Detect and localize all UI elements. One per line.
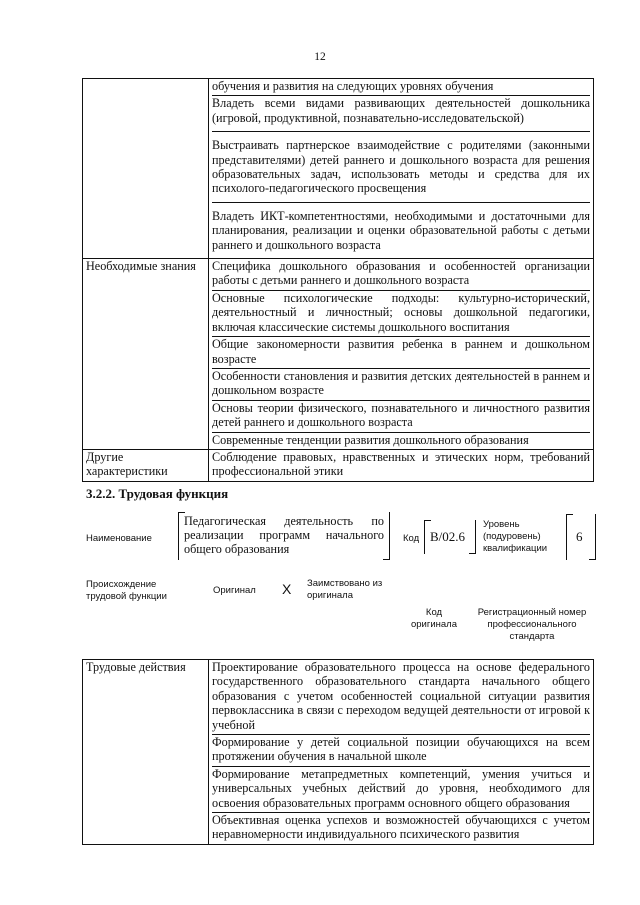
origin-original: Оригинал (213, 585, 256, 596)
list-item: Общие закономерности развития ребенка в раннем и дошкольном возрасте (212, 337, 590, 369)
list-item: Владеть всеми видами развивающих деятельностей дошкольника (игровой, продуктивной, познавательно-исследовательской) (212, 96, 590, 132)
list-item: Проектирование образовательного процесса на основе федерального государственного образовательного стандарта начального общего образования с учетом особенностей социальной ситуации развития первоклассника в связи с переходом ведущей деятельности от игровой к учебной (212, 660, 590, 735)
row-label (83, 79, 209, 259)
code-original: Код оригинала (410, 607, 457, 630)
list-item: Основы теории физического, познавательного и личностного развития детей раннего и дошкольного возраста (212, 401, 590, 433)
level-label: Уровень (подуровень) квалификации (483, 519, 548, 554)
page-number: 12 (314, 51, 326, 63)
list-item: Объективная оценка успехов и возможностей обучающихся с учетом неравномерности индивидуального психического развития (212, 813, 590, 842)
origin-mark: X (282, 581, 292, 597)
competencies-table (82, 78, 594, 482)
level-value: 6 (576, 529, 583, 544)
list-item: Современные тенденции развития дошкольного образования (212, 432, 529, 447)
table-row (83, 660, 594, 845)
code-value: B/02.6 (430, 529, 466, 544)
origin-borrowed: Заимствовано из оригинала (307, 578, 383, 601)
row-label: Трудовые действия (83, 660, 209, 845)
row-items (209, 79, 594, 259)
function-name: Педагогическая деятельность по реализации программ начального общего образования (184, 514, 384, 556)
table-row (83, 79, 594, 259)
table-row (83, 449, 594, 481)
list-item: Соблюдение правовых, нравственных и этических норм, требований профессиональной этики (212, 449, 590, 479)
list-item: обучения и развития на следующих уровнях обучения (212, 79, 590, 96)
list-item: Специфика дошкольного образования и особенностей организации работы с детьми раннего и дошкольного возраста (212, 259, 590, 291)
labor-actions-table (82, 659, 594, 845)
list-item: Особенности становления и развития детских деятельностей в раннем и дошкольном возрасте (212, 369, 590, 401)
table-row (83, 259, 594, 450)
section-heading: 3.2.2. Трудовая функция (86, 486, 229, 501)
list-item: Владеть ИКТ-компетентностями, необходимыми и достаточными для планирования, реализации и оценки образовательной работы с детьми раннего и дошкольного возраста (212, 208, 590, 252)
list-item: Основные психологические подходы: культурно-исторический, деятельностный и личностный; основы дошкольной педагогики, включая классические системы дошкольного воспитания (212, 291, 590, 337)
list-item: Выстраивать партнерское взаимодействие с родителями (законными представителями) детей раннего и дошкольного возраста для решения образовательных задач, использовать методы и средства для их психолого-педагогического просвещения (212, 132, 590, 203)
list-item: Формирование у детей социальной позиции обучающихся на всем протяжении обучения в начальной школе (212, 735, 590, 767)
row-items (209, 259, 594, 450)
row-items (209, 449, 594, 481)
list-item: Формирование метапредметных компетенций, умения учиться и универсальных учебных действий до уровня, необходимого для освоения образовательных программ основного общего образования (212, 767, 590, 813)
row-label: Необходимые знания (83, 259, 209, 450)
row-label: Другие характеристики (83, 449, 209, 481)
origin-label: Происхождение трудовой функции (86, 579, 167, 602)
row-items (209, 660, 594, 845)
name-label: Наименование (86, 533, 152, 544)
reg-number: Регистрационный номер профессионального стандарта (477, 607, 587, 642)
code-label: Код (403, 533, 420, 544)
